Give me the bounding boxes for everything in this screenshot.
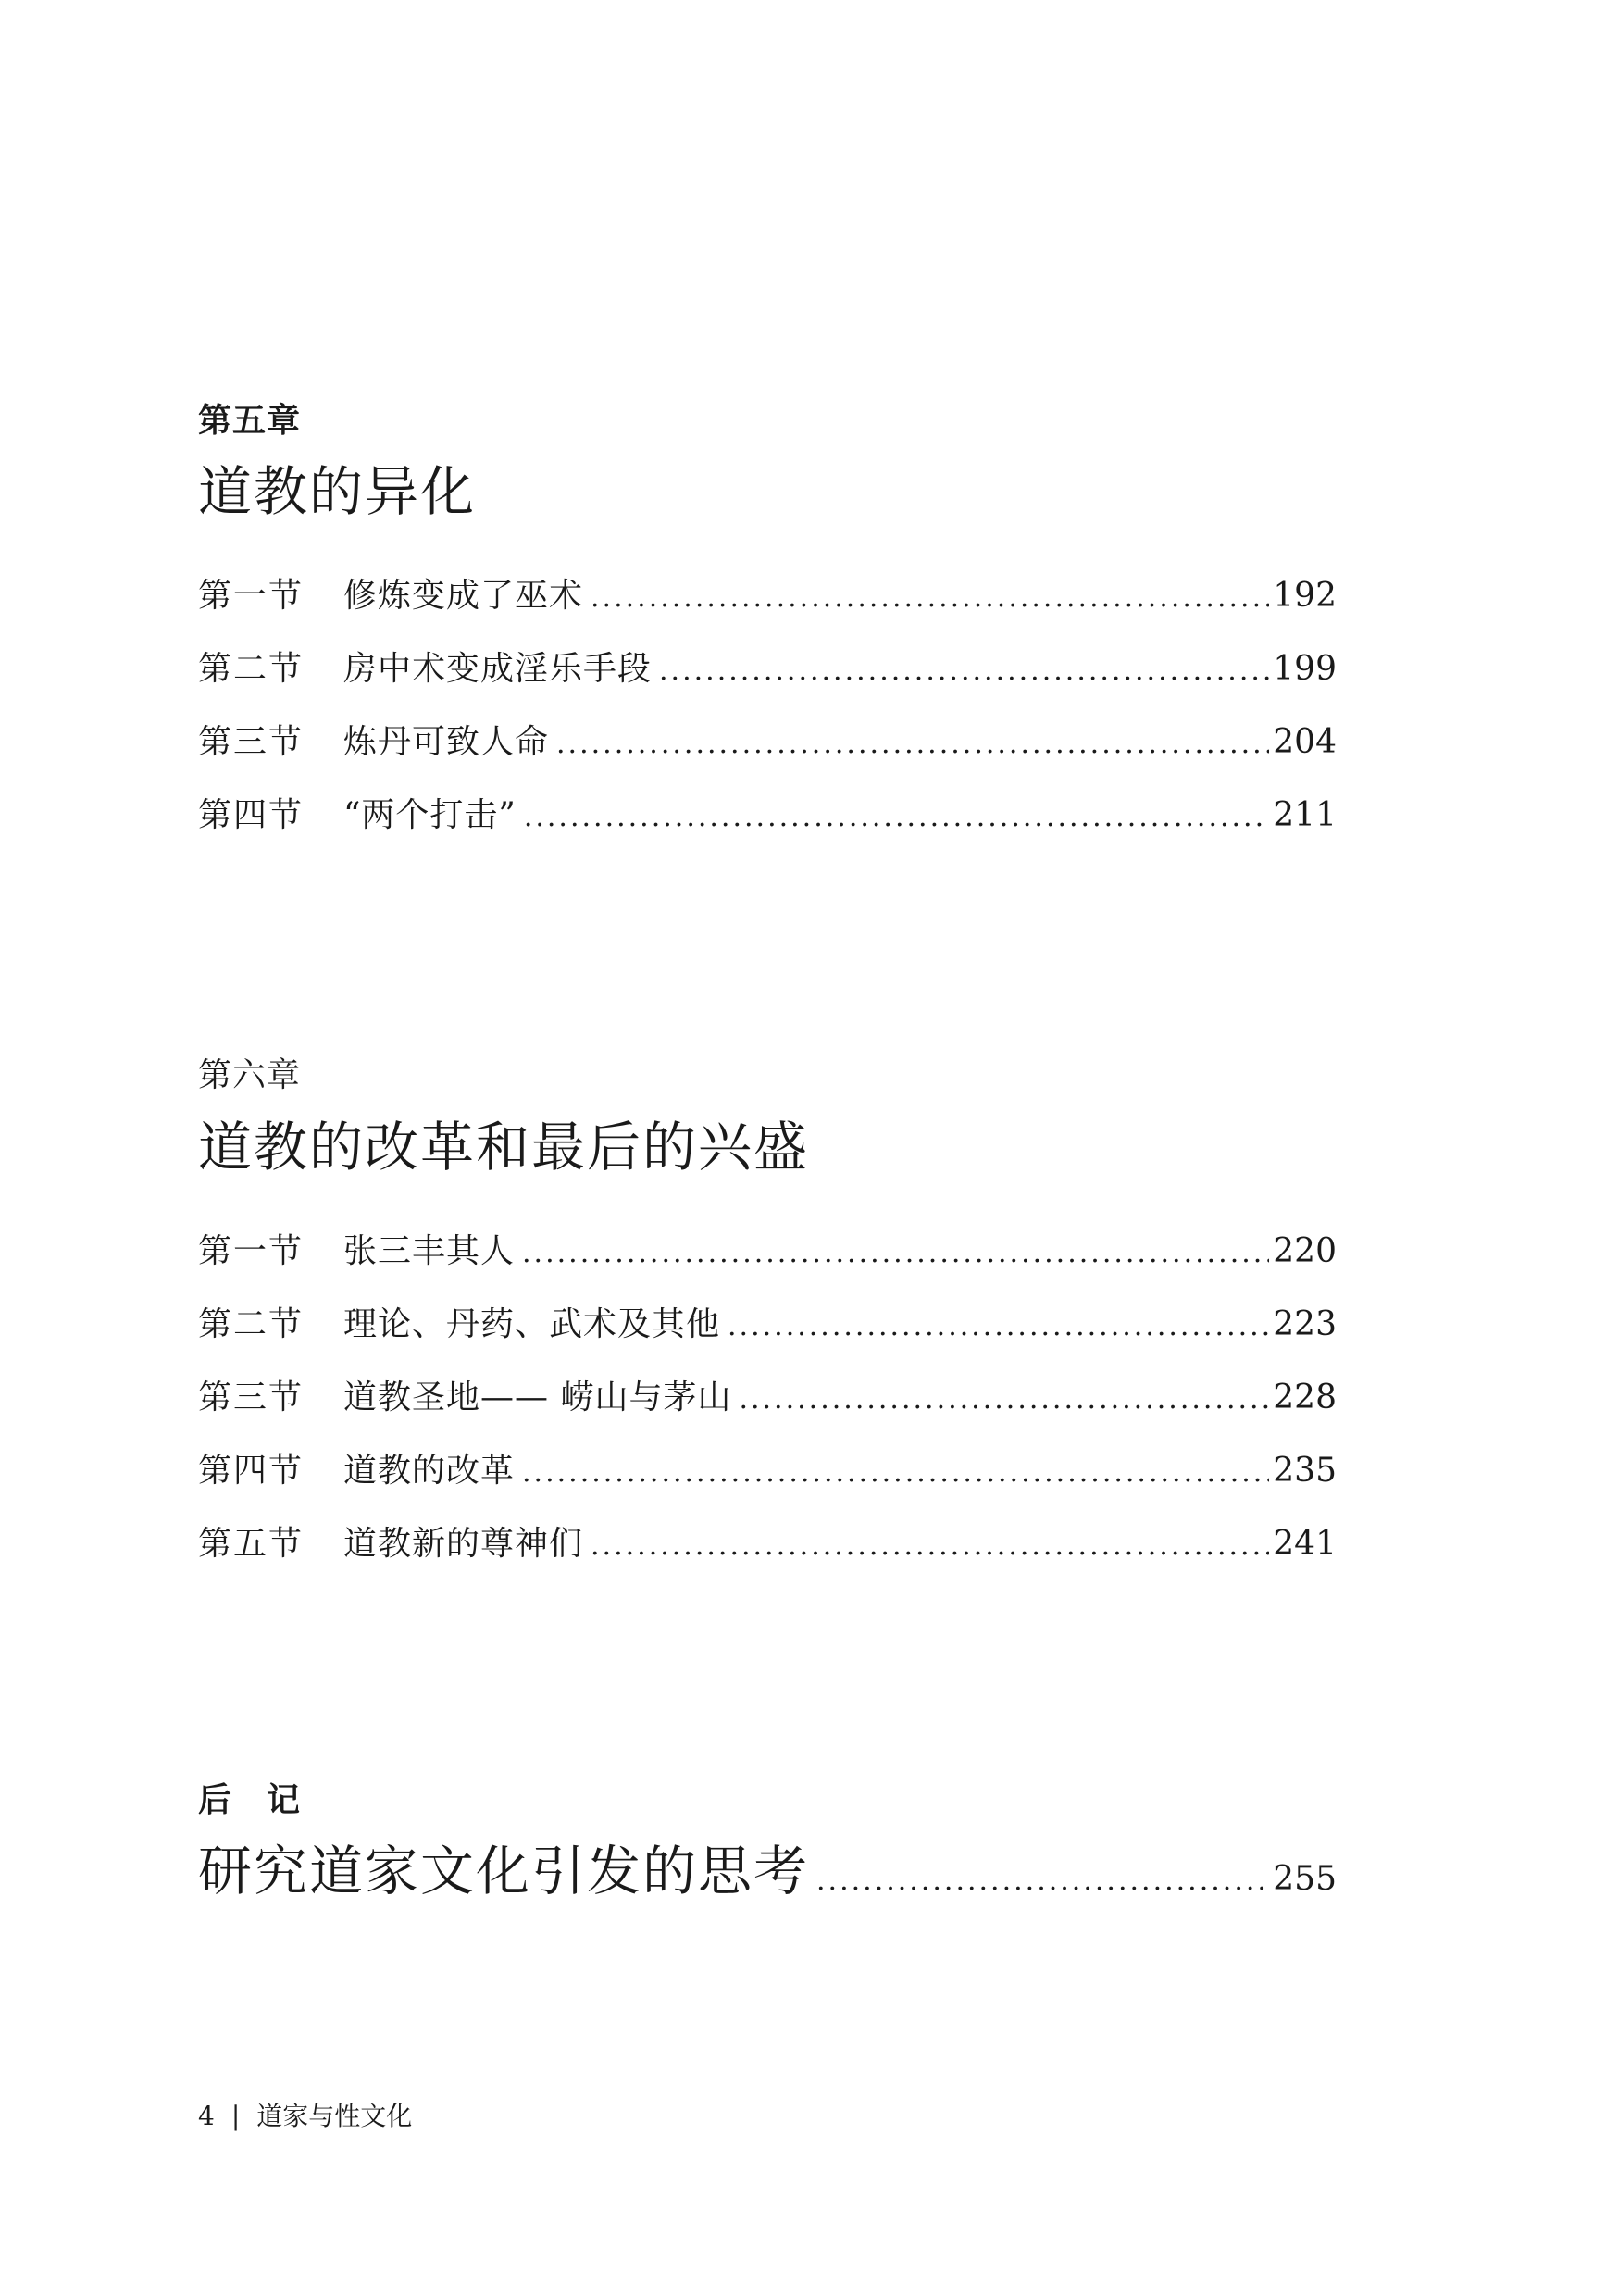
toc-entry[interactable]: [198, 1376, 1337, 1449]
dot-leader: [522, 1451, 1269, 1495]
dot-leader: [591, 1524, 1269, 1568]
page-number: 235: [1273, 1452, 1337, 1490]
section-number: 第三节: [198, 723, 305, 761]
page-number: 228: [1273, 1379, 1337, 1416]
chapter-label: 第五章: [198, 401, 302, 440]
section-title: 道教圣地—— 崂山与茅山: [343, 1379, 732, 1416]
postscript-title: 研究道家文化引发的思考: [198, 1840, 810, 1903]
section-number: 第二节: [198, 650, 305, 688]
section-number: 第一节: [198, 1232, 305, 1270]
postscript-label: 后 记: [198, 1780, 302, 1819]
footer-separator: |: [230, 2101, 241, 2131]
page-number: 220: [1273, 1232, 1337, 1270]
section-title: 修炼变成了巫术: [343, 577, 584, 615]
section-title: 理论、丹药、武术及其他: [343, 1305, 721, 1343]
page-footer: [198, 2100, 412, 2133]
page-number: 223: [1273, 1305, 1337, 1343]
chapter-title: 道教的异化: [198, 460, 477, 523]
section-list: [198, 574, 1337, 867]
toc-entry[interactable]: [198, 793, 1337, 867]
page-number: 204: [1273, 723, 1337, 761]
section-title: 道教新的尊神们: [343, 1525, 584, 1563]
section-title: 炼丹可致人命: [343, 723, 550, 761]
dot-leader: [739, 1378, 1269, 1422]
footer-page-number: 4: [198, 2101, 215, 2131]
toc-entry[interactable]: [198, 1839, 1337, 1914]
chapter-title: 道教的改革和最后的兴盛: [198, 1116, 810, 1179]
page-number: 255: [1273, 1860, 1337, 1898]
dot-leader: [728, 1304, 1269, 1349]
page-number: 241: [1273, 1525, 1337, 1563]
footer-book-title: 道家与性文化: [256, 2101, 413, 2131]
section-number: 第一节: [198, 577, 305, 615]
section-title: 张三丰其人: [343, 1232, 516, 1270]
postscript: [198, 1779, 1337, 1914]
toc-entry[interactable]: [198, 720, 1337, 793]
chapter-6: [198, 1055, 1337, 1595]
chapter-label: 第六章: [198, 1056, 302, 1094]
toc-entry[interactable]: [198, 574, 1337, 647]
page-number: 192: [1273, 577, 1337, 615]
dot-leader: [659, 649, 1269, 693]
dot-leader: [522, 1231, 1269, 1276]
section-number: 第五节: [198, 1525, 305, 1563]
dot-leader: [524, 795, 1269, 840]
section-title: 道教的改革: [343, 1452, 516, 1490]
chapter-5: [198, 400, 1337, 867]
page-number: 211: [1273, 796, 1337, 834]
dot-leader: [816, 1849, 1269, 1914]
section-number: 第四节: [198, 1452, 305, 1490]
section-title: “两个打击”: [343, 796, 517, 834]
section-number: 第三节: [198, 1379, 305, 1416]
dot-leader: [556, 722, 1269, 767]
toc-entry[interactable]: [198, 1229, 1337, 1303]
toc-entry[interactable]: [198, 1522, 1337, 1595]
toc-entry[interactable]: [198, 1303, 1337, 1376]
page-number: 199: [1273, 650, 1337, 688]
toc-entry[interactable]: [198, 1449, 1337, 1522]
toc-entry[interactable]: [198, 647, 1337, 720]
dot-leader: [591, 576, 1269, 620]
section-title: 房中术变成淫乐手段: [343, 650, 653, 688]
section-number: 第四节: [198, 796, 305, 834]
section-number: 第二节: [198, 1305, 305, 1343]
section-list: [198, 1229, 1337, 1595]
